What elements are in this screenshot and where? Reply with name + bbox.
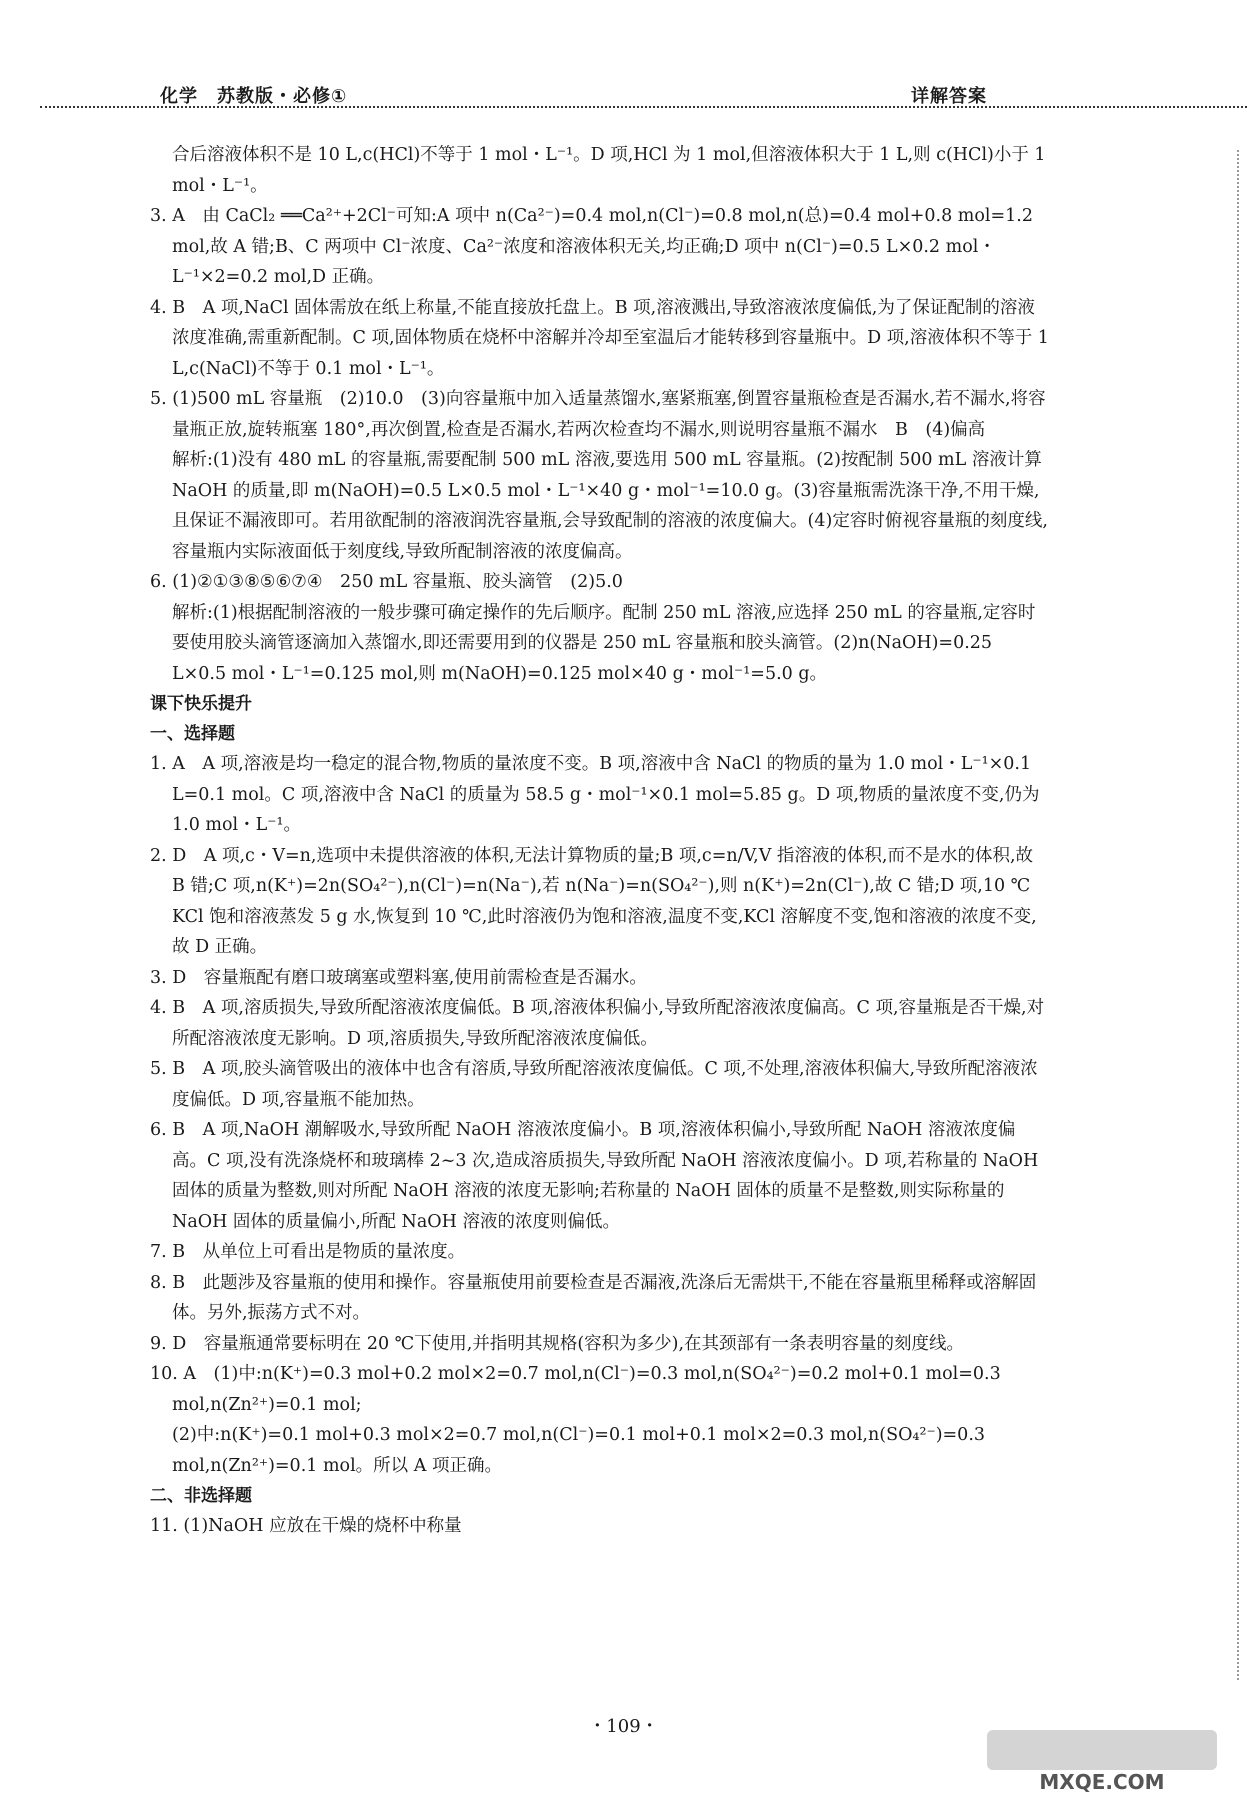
answer-item: 3. A 由 CaCl₂ ══Ca²⁺+2Cl⁻可知:A 项中 n(Ca²⁻)=0.4 mol,n(Cl⁻)=0.8 mol,n(总)=0.4 mol+0.8 mol=1.2 mol,故 A 错;B、C 两项中 Cl⁻浓度、Ca²⁻浓度和溶液体积无关,均正确;D 项中 n(Cl⁻)=0.5 L×0.2 mol・L⁻¹×2=0.2 mol,D 正确。 bbox=[150, 206, 1034, 287]
watermark-logo bbox=[987, 1730, 1217, 1770]
page-header bbox=[0, 0, 1247, 107]
page-number: ・109・ bbox=[588, 1716, 659, 1737]
answer-item: 合后溶液体积不是 10 L,c(HCl)不等于 1 mol・L⁻¹。D 项,HCl 为 1 mol,但溶液体积大于 1 L,则 c(HCl)小于 1 mol・L⁻¹。 bbox=[172, 145, 1046, 196]
answer-item: 2. D A 项,c・V=n,选项中未提供溶液的体积,无法计算物质的量;B 项,c=n/V,V 指溶液的体积,而不是水的体积,故 B 错;C 项,n(K⁺)=2n(SO₄²⁻),n(Cl⁻)=n(Na⁻),若 n(Na⁻)=n(SO₄²⁻),则 n(K⁺)=2n(Cl⁻),故 C 错;D 项,10 ℃ KCl 饱和溶液蒸发 5 g 水,恢复到 10 ℃,此时溶液仍为饱和溶液,温度不变,KCl 溶解度不变,饱和溶液的浓度不变,故 D 正确。 bbox=[150, 845, 1037, 957]
answer-item: 4. B A 项,NaCl 固体需放在纸上称量,不能直接放托盘上。B 项,溶液溅出,导致溶液浓度偏低,为了保证配制的溶液浓度准确,需重新配制。C 项,固体物质在烧杯中溶解并冷却至室温后才能转移到容量瓶中。D 项,溶液体积不等于 1 L,c(NaCl)不等于 0.1 mol・L⁻¹。 bbox=[150, 297, 1049, 379]
header-section-title: 详解答案 bbox=[911, 86, 987, 107]
answer-item: 4. B A 项,溶质损失,导致所配溶液浓度偏低。B 项,溶液体积偏小,导致所配溶液浓度偏高。C 项,容量瓶是否干燥,对所配溶液浓度无影响。D 项,溶质损失,导致所配溶液浓度偏低。 bbox=[150, 998, 1045, 1049]
answer-item: 3. D 容量瓶配有磨口玻璃塞或塑料塞,使用前需检查是否漏水。 bbox=[150, 967, 647, 988]
answer-item: 8. B 此题涉及容量瓶的使用和操作。容量瓶使用前要检查是否漏液,洗涤后无需烘干,不能在容量瓶里稀释或溶解固体。另外,振荡方式不对。 bbox=[150, 1272, 1037, 1323]
watermark bbox=[987, 1730, 1217, 1792]
answer-explanation: 解析:(1)根据配制溶液的一般步骤可确定操作的先后顺序。配制 250 mL 溶液,应选择 250 mL 的容量瓶,定容时要使用胶头滴管逐滴加入蒸馏水,即还需要用到的仪器是 250 mL 容量瓶和胶头滴管。(2)n(NaOH)=0.25 L×0.5 mol・L⁻¹=0.125 mol,则 m(NaOH)=0.125 mol×40 g・mol⁻¹=5.0 g。 bbox=[172, 602, 1036, 684]
answer-item: 9. D 容量瓶通常要标明在 20 ℃下使用,并指明其规格(容积为多少),在其颈部有一条表明容量的刻度线。 bbox=[150, 1333, 965, 1354]
answer-content bbox=[150, 140, 1050, 1542]
answer-item: 5. (1)500 mL 容量瓶 (2)10.0 (3)向容量瓶中加入适量蒸馏水,塞紧瓶塞,倒置容量瓶检查是否漏水,若不漏水,将容量瓶正放,旋转瓶塞 180°,再次倒置,检查是否漏水,若两次检查均不漏水,则说明容量瓶不漏水 B (4)偏高 bbox=[150, 389, 1046, 440]
answer-item: 10. A (1)中:n(K⁺)=0.3 mol+0.2 mol×2=0.7 mol,n(Cl⁻)=0.3 mol,n(SO₄²⁻)=0.2 mol+0.1 mol=0.3 mol,n(Zn²⁺)=0.1 mol; bbox=[150, 1364, 1001, 1415]
header-subject: 化学 苏教版・必修① bbox=[160, 86, 348, 107]
answer-item: 6. (1)②①③⑧⑤⑥⑦④ 250 mL 容量瓶、胶头滴管 (2)5.0 bbox=[150, 572, 623, 592]
side-divider bbox=[1237, 150, 1239, 1680]
watermark-url: MXQE.COM bbox=[1039, 1770, 1165, 1794]
answer-item: (2)中:n(K⁺)=0.1 mol+0.3 mol×2=0.7 mol,n(Cl⁻)=0.1 mol+0.1 mol×2=0.3 mol,n(SO₄²⁻)=0.3 mol,n(Zn²⁺)=0.1 mol。所以 A 项正确。 bbox=[172, 1425, 986, 1476]
section-heading: 课下快乐提升 bbox=[150, 694, 252, 714]
subsection-heading: 二、非选择题 bbox=[150, 1486, 252, 1506]
header-divider bbox=[40, 106, 1247, 108]
answer-item: 6. B A 项,NaOH 潮解吸水,导致所配 NaOH 溶液浓度偏小。B 项,溶液体积偏小,导致所配 NaOH 溶液浓度偏高。C 项,没有洗涤烧杯和玻璃棒 2~3 次,造成溶质损失,导致所配 NaOH 溶液浓度偏小。D 项,若称量的 NaOH 固体的质量为整数,则对所配 NaOH 溶液的浓度无影响;若称量的 NaOH 固体的质量不是整数,则实际称量的 NaOH 固体的质量偏小,所配 NaOH 溶液的浓度则偏低。 bbox=[150, 1120, 1039, 1232]
answer-item: 11. (1)NaOH 应放在干燥的烧杯中称量 bbox=[150, 1516, 462, 1536]
answer-explanation: 解析:(1)没有 480 mL 的容量瓶,需要配制 500 mL 溶液,要选用 500 mL 容量瓶。(2)按配制 500 mL 溶液计算 NaOH 的质量,即 m(NaOH)=0.5 L×0.5 mol・L⁻¹×40 g・mol⁻¹=10.0 g。(3)容量瓶需洗涤干净,不用干燥,且保证不漏液即可。若用欲配制的溶液润洗容量瓶,会导致配制的溶液的浓度偏大。(4)定容时俯视容量瓶的刻度线,容量瓶内实际液面低于刻度线,导致所配制溶液的浓度偏高。 bbox=[172, 450, 1048, 562]
answer-item: 1. A A 项,溶液是均一稳定的混合物,物质的量浓度不变。B 项,溶液中含 NaCl 的物质的量为 1.0 mol・L⁻¹×0.1 L=0.1 mol。C 项,溶液中含 NaCl 的质量为 58.5 g・mol⁻¹×0.1 mol=5.85 g。D 项,物质的量浓度不变,仍为 1.0 mol・L⁻¹。 bbox=[150, 754, 1040, 835]
answer-item: 5. B A 项,胶头滴管吸出的液体中也含有溶质,导致所配溶液浓度偏低。C 项,不处理,溶液体积偏大,导致所配溶液浓度偏低。D 项,容量瓶不能加热。 bbox=[150, 1059, 1038, 1110]
subsection-heading: 一、选择题 bbox=[150, 724, 235, 744]
answer-item: 7. B 从单位上可看出是物质的量浓度。 bbox=[150, 1242, 466, 1262]
